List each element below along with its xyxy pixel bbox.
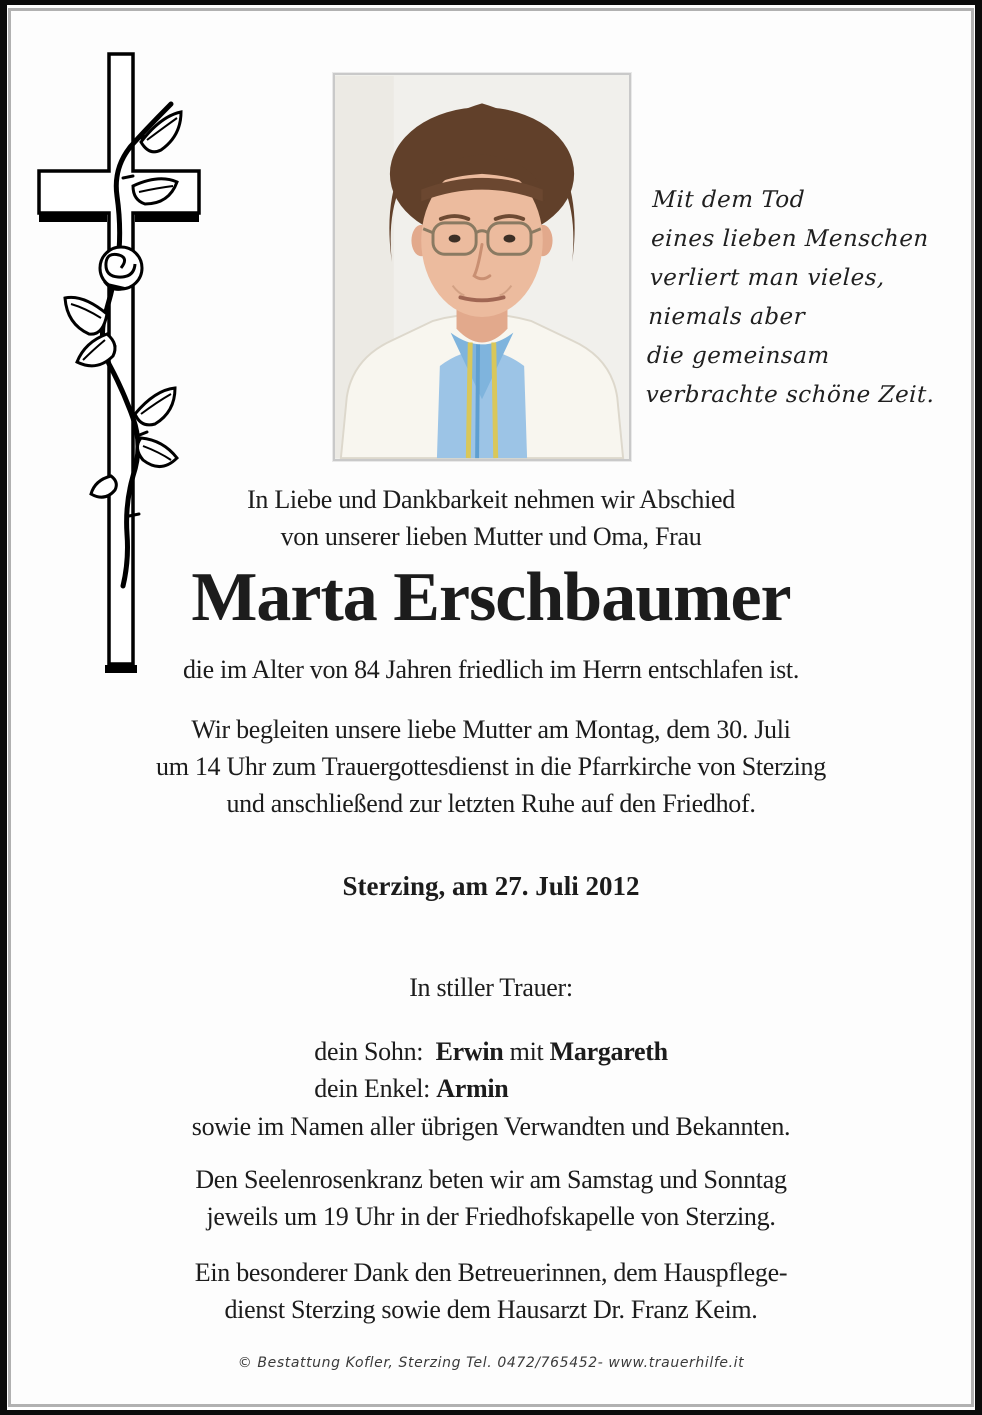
family-block — [11, 1033, 971, 1145]
thanks-line1: Ein besonderer Dank den Betreuerinnen, dem Hauspflege- — [194, 1258, 788, 1287]
funeral-line1: Wir begleiten unsere liebe Mutter am Montag, dem 30. Juli — [191, 715, 791, 744]
quote-line: niemals aber — [647, 304, 806, 330]
quote-line: Mit dem Tod — [651, 187, 806, 213]
thanks-paragraph — [11, 1254, 971, 1328]
son-connector: mit — [509, 1037, 544, 1066]
rosary-line2: jeweils um 19 Uhr in der Friedhofskapelle von Sterzing. — [206, 1202, 776, 1231]
place-date-line: Sterzing, am 27. Juli 2012 — [342, 871, 640, 901]
funeral-home-credit: © Bestattung Kofler, Sterzing Tel. 0472/765452- www.trauerhilfe.it — [237, 1355, 745, 1371]
funeral-line3: und anschließend zur letzten Ruhe auf den Friedhof. — [226, 789, 756, 818]
grandson-name: Armin — [436, 1074, 509, 1103]
portrait-photo — [333, 73, 631, 461]
grandson-line — [314, 1070, 668, 1107]
deceased-name: Marta Erschbaumer — [191, 559, 791, 636]
memorial-card — [11, 11, 971, 1404]
son-spouse-name: Margareth — [549, 1037, 668, 1066]
death-line: die im Alter von 84 Jahren friedlich im Herrn entschlafen ist. — [182, 655, 800, 684]
funeral-announcement — [11, 711, 971, 822]
son-name: Erwin — [435, 1037, 504, 1066]
farewell-intro-line1: In Liebe und Dankbarkeit nehmen wir Abschied — [247, 485, 735, 514]
son-prefix: dein Sohn: — [314, 1037, 424, 1066]
rosary-announcement — [11, 1161, 971, 1235]
condolence-quote — [645, 181, 953, 415]
quote-line: verliert man vieles, — [649, 265, 886, 291]
family-names — [314, 1033, 668, 1107]
son-line — [314, 1033, 668, 1070]
quote-line: eines lieben Menschen — [650, 226, 930, 252]
grandson-prefix: dein Enkel: — [314, 1074, 431, 1103]
mourning-label: In stiller Trauer: — [409, 973, 573, 1002]
thanks-line2: dienst Sterzing sowie dem Hausarzt Dr. Franz Keim. — [224, 1295, 758, 1324]
funeral-line2: um 14 Uhr zum Trauergottesdienst in die Pfarrkirche von Sterzing — [156, 752, 826, 781]
farewell-intro-line2: von unserer lieben Mutter und Oma, Frau — [280, 522, 702, 551]
relatives-line: sowie im Namen aller übrigen Verwandten und Bekannten. — [191, 1112, 791, 1141]
rosary-line1: Den Seelenrosenkranz beten wir am Samstag und Sonntag — [195, 1165, 787, 1194]
quote-line: verbrachte schöne Zeit. — [645, 382, 936, 408]
quote-line: die gemeinsam — [646, 343, 831, 369]
farewell-intro — [11, 481, 971, 555]
